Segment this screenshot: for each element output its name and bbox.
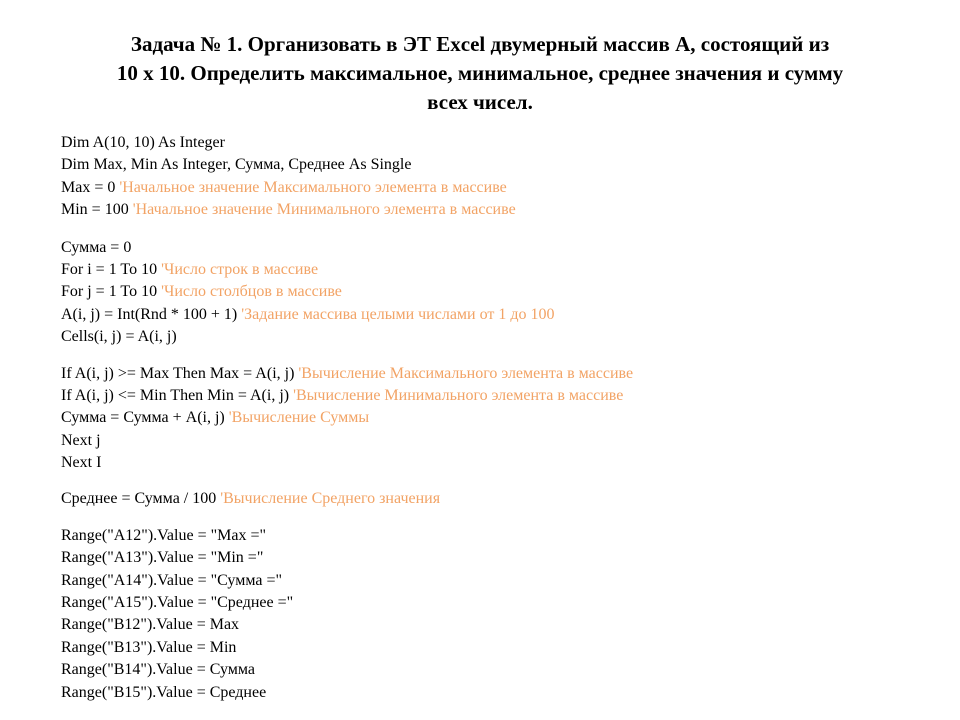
code-listing (61, 132, 941, 704)
code-line (61, 592, 941, 614)
title-line-1: Задача № 1. Организовать в ЭТ Excel двумерный массив А, состоящий из (130, 32, 830, 56)
code-comment: 'Число столбцов в массиве (161, 283, 342, 301)
code-line (61, 132, 941, 154)
code-text: For i = 1 To 10 (61, 260, 162, 278)
code-text: Max = 0 (61, 178, 120, 196)
code-text: Dim A(10, 10) As Integer (61, 134, 225, 151)
code-block-average (61, 488, 941, 510)
code-line (61, 326, 941, 348)
code-comment: 'Вычисление Суммы (228, 409, 370, 427)
code-block-output (61, 525, 941, 704)
code-text: Range("A14").Value = "Сумма =" (61, 571, 282, 589)
code-line (61, 525, 941, 547)
code-text: Dim Max, Min As Integer, Сумма, Среднее As Single (61, 156, 412, 174)
code-line (61, 363, 941, 385)
code-text: Next j (61, 431, 101, 449)
code-line (61, 547, 941, 569)
code-line (61, 430, 941, 452)
code-block-calculations (61, 363, 941, 475)
code-line (61, 259, 941, 281)
code-text: If A(i, j) <= Min Then Min = A(i, j) (61, 386, 294, 404)
code-line (61, 570, 941, 592)
code-text: Range("B15").Value = Среднее (61, 683, 267, 701)
code-text: Сумма = 0 (61, 238, 132, 256)
code-text: Range("B12").Value = Max (61, 616, 240, 634)
code-block-loop-start (61, 237, 941, 349)
code-text: For j = 1 To 10 (61, 283, 162, 301)
code-line (61, 177, 941, 199)
code-text: Range("A13").Value = "Min =" (61, 549, 264, 567)
title-line-3: всех чисел. (427, 90, 533, 114)
code-line (61, 407, 941, 429)
code-text: Min = 100 (61, 201, 133, 219)
code-text: Range("A12").Value = "Max =" (61, 526, 267, 544)
code-comment: 'Вычисление Максимального элемента в массиве (298, 364, 634, 382)
code-comment: 'Вычисление Минимального элемента в массиве (293, 386, 624, 404)
title-line-2: 10 х 10. Определить максимальное, минимальное, среднее значения и сумму (116, 61, 844, 85)
code-line (61, 614, 941, 636)
slide-title (40, 30, 920, 117)
code-comment: 'Вычисление Среднего значения (220, 490, 441, 508)
code-block-declarations (61, 132, 941, 222)
code-comment: 'Число строк в массиве (161, 260, 319, 278)
code-text: A(i, j) = Int(Rnd * 100 + 1) (61, 305, 242, 323)
code-text: Сумма = Сумма + A(i, j) (61, 409, 229, 427)
code-text: Cells(i, j) = A(i, j) (61, 328, 177, 346)
code-line (61, 659, 941, 681)
code-line (61, 488, 941, 510)
code-line (61, 385, 941, 407)
code-line (61, 199, 941, 221)
code-text: Range("B14").Value = Сумма (61, 661, 256, 679)
code-line (61, 281, 941, 303)
code-comment: 'Начальное значение Максимального элемента в массиве (119, 178, 507, 196)
code-line (61, 452, 941, 474)
code-text: If A(i, j) >= Max Then Max = A(i, j) (61, 364, 299, 382)
code-comment: 'Начальное значение Минимального элемента в массиве (132, 201, 516, 219)
code-line (61, 682, 941, 704)
code-line (61, 304, 941, 326)
code-text: Range("B13").Value = Min (61, 638, 237, 656)
code-line (61, 237, 941, 259)
code-line (61, 637, 941, 659)
code-comment: 'Задание массива целыми числами от 1 до 100 (241, 305, 555, 323)
code-text: Среднее = Сумма / 100 (61, 490, 221, 508)
code-line (61, 154, 941, 176)
code-text: Next I (61, 454, 102, 472)
code-text: Range("A15").Value = "Среднее =" (61, 594, 294, 612)
